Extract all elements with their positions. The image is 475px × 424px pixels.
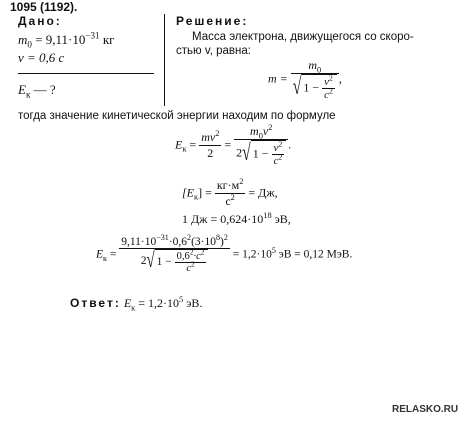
formula-units: $[E_к]$ = $\frac{кг\cdot м^2}{с^2}$ = Дж,	[182, 177, 278, 208]
watermark: RELASKO.RU	[392, 404, 459, 415]
solution-title: Решение:	[176, 14, 249, 28]
given-v: v = 0,6 c	[18, 50, 65, 65]
formula-joule-ev: 1 Дж = $0,624\cdot 10^{18}$ эВ,	[182, 211, 291, 226]
given-vertical-divider	[164, 14, 165, 106]
given-title: Дано:	[18, 14, 62, 28]
formula-mass: m = $m_0$ √ 1 − $\frac{v^2}{c^2}$ ,	[268, 58, 342, 101]
solution-text-2: стью v, равна:	[176, 45, 251, 57]
problem-number: 1095 (1192).	[10, 0, 78, 14]
answer-line: Ответ: $E_к = 1,2\cdot 10^5$ эВ.	[70, 295, 203, 313]
formula-numeric: $E_к$ = $9,11\cdot 10^{-31}\cdot 0,6^2(3\cdot 10^8)^2$ 2√ 1 − $\frac{0,6^2\cdot c^2}{c^2}$ = $1,2\cdot 10^5$ эВ = 0,12 МэВ.	[96, 233, 353, 274]
given-separator	[18, 73, 154, 74]
given-m0: $m_0 = 9,11\cdot 10^{-31}$ кг	[18, 30, 115, 50]
formula-kinetic-energy: $E_к$ = $\frac{mv^2}{2}$ = $m_0v^2$ 2√ 1 − $\frac{v^2}{c^2}$ .	[175, 123, 292, 167]
solution-text-1: Масса электрона, движущегося со скоро-	[192, 31, 414, 43]
solution-text-3: тогда значение кинетической энергии находим по формуле	[18, 110, 336, 122]
given-find: $E_к$ — ?	[18, 82, 56, 100]
